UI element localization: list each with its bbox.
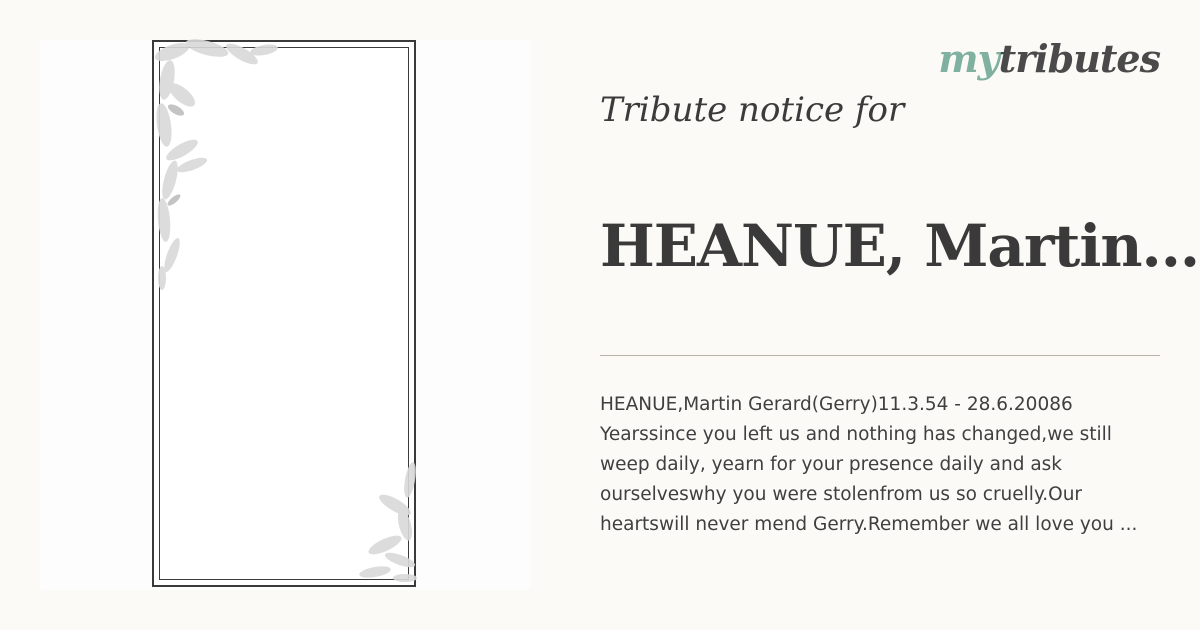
logo-prefix: my bbox=[938, 36, 999, 81]
divider bbox=[600, 355, 1160, 356]
mytributes-logo[interactable] bbox=[938, 36, 1160, 81]
deceased-name: HEANUE, Martin... bbox=[600, 212, 1200, 280]
floral-frame-icon bbox=[152, 40, 292, 290]
notice-eyebrow: Tribute notice for bbox=[600, 90, 905, 130]
logo-suffix: tributes bbox=[998, 36, 1160, 81]
floral-corner-icon bbox=[350, 460, 420, 590]
notice-excerpt: HEANUE,Martin Gerard(Gerry)11.3.54 - 28.6.20086 Yearssince you left us and nothing has changed,we still weep daily, yearn for your presence daily and ask ourselveswhy you were stolenfrom us so cruelly.Our heartswill never mend Gerry.Remember we all love you ... bbox=[600, 394, 1138, 535]
notice-image bbox=[40, 40, 530, 590]
